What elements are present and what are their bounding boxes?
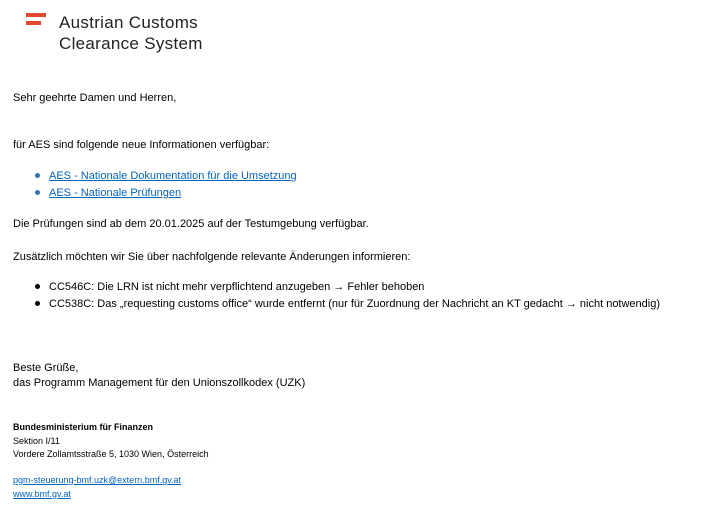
bullet-icon	[35, 301, 40, 306]
closing-sender: das Programm Management für den Unionszollkodex (UZK)	[13, 377, 306, 389]
logo-line-1: Austrian Customs	[59, 13, 198, 32]
intro-text: für AES sind folgende neue Informationen verfügbar:	[13, 139, 270, 151]
tests-note: Die Prüfungen sind ab dem 20.01.2025 auf der Testumgebung verfügbar.	[13, 218, 369, 230]
bullet-icon	[35, 284, 40, 289]
link-nationale-pruefungen[interactable]: AES - Nationale Prüfungen	[49, 187, 182, 199]
signature-section: Sektion I/11	[13, 436, 60, 446]
signature-ministry: Bundesministerium für Finanzen	[13, 422, 154, 432]
change-item: CC546C: Die LRN ist nicht mehr verpflichtend anzugeben → Fehler behoben	[49, 281, 425, 293]
change-item: CC538C: Das „requesting customs office“ wurde entfernt (nur für Zuordnung der Nachricht an KT gedacht → nicht notwendig)	[49, 298, 661, 310]
signature-email-link[interactable]: pgm-steuerung-bmf.uzk@extern.bmf.gv.at	[13, 475, 182, 485]
closing: Beste Grüße,	[13, 362, 79, 374]
greeting: Sehr geehrte Damen und Herren,	[13, 92, 177, 104]
austria-flag-icon	[26, 13, 46, 26]
bullet-icon	[35, 173, 40, 178]
signature-address: Vordere Zollamtsstraße 5, 1030 Wien, Österreich	[13, 449, 209, 459]
bullet-icon	[35, 190, 40, 195]
link-nationale-dokumentation[interactable]: AES - Nationale Dokumentation für die Umsetzung	[49, 170, 297, 182]
logo-line-2: Clearance System	[59, 34, 203, 53]
signature-website-link[interactable]: www.bmf.gv.at	[13, 489, 71, 499]
acc-logo	[26, 12, 226, 52]
logo-text	[59, 12, 203, 54]
changes-intro: Zusätzlich möchten wir Sie über nachfolgende relevante Änderungen informieren:	[13, 251, 411, 263]
